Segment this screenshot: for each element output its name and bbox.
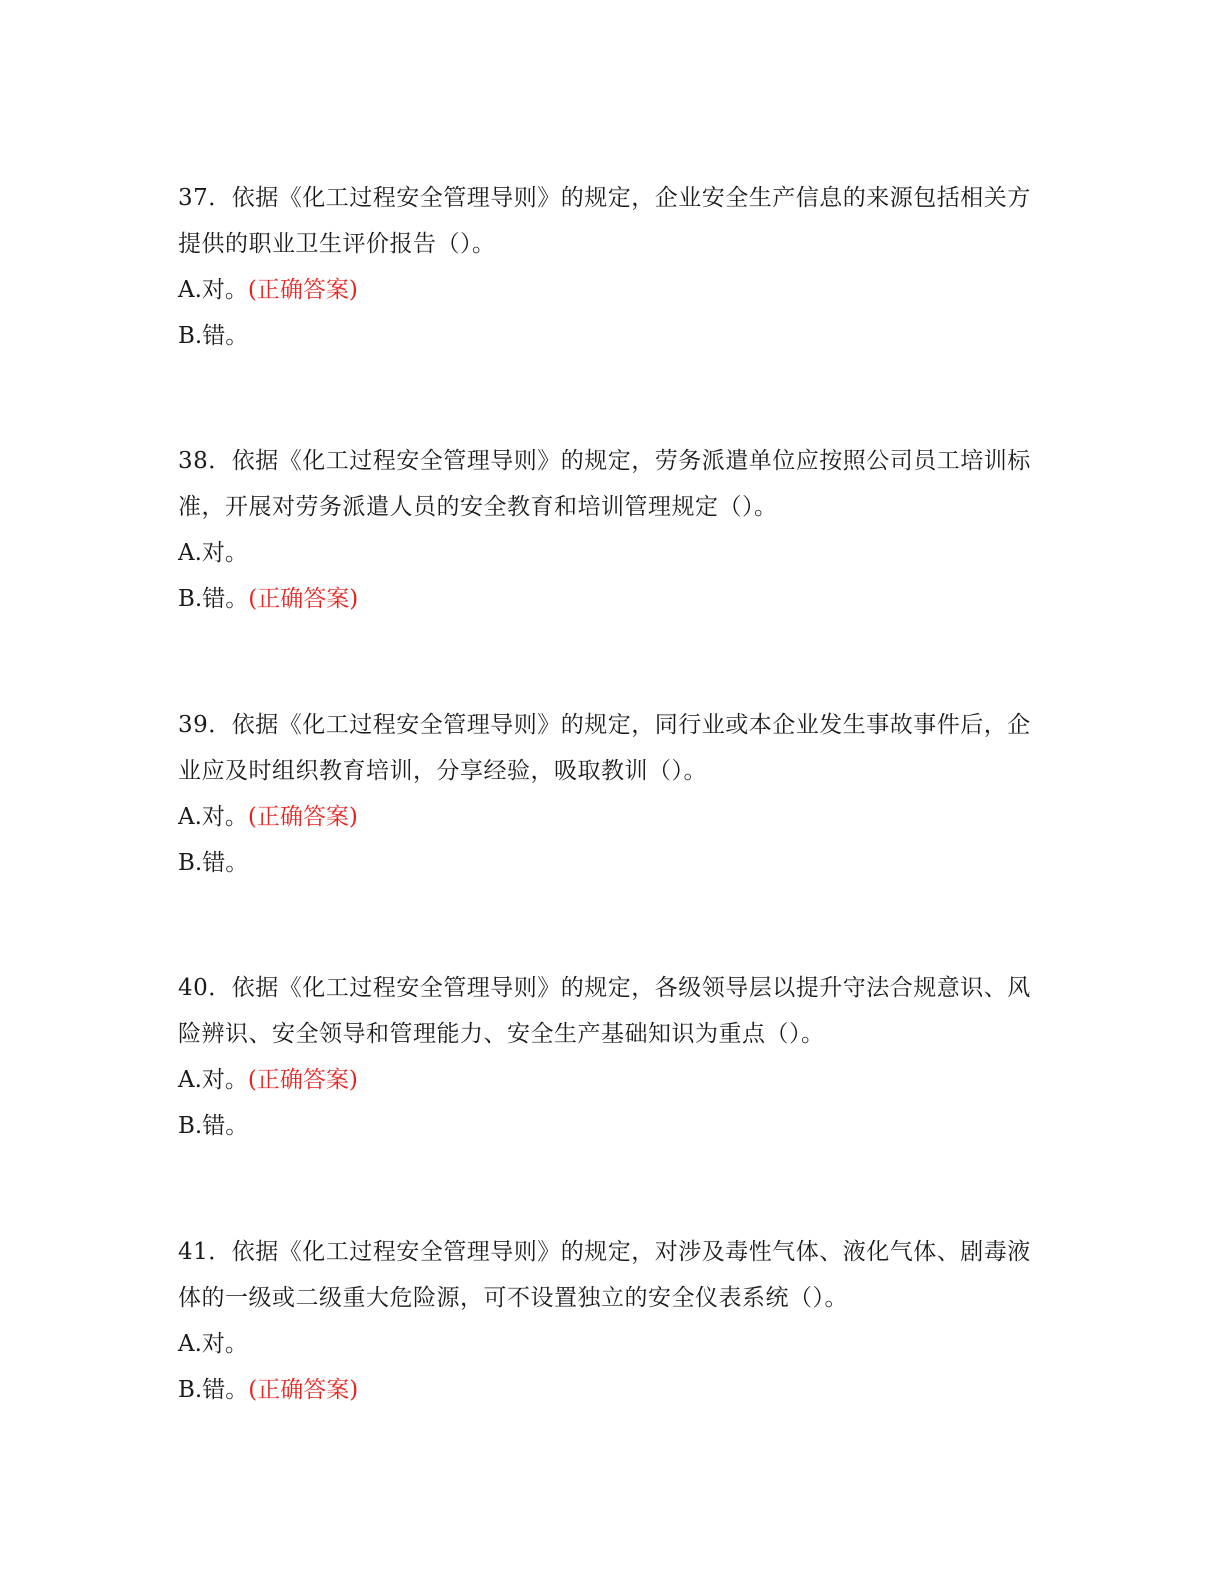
question-37 xyxy=(178,175,1048,359)
correct-answer-mark: (正确答案) xyxy=(248,586,359,612)
option-a-label: A.对。 xyxy=(178,277,248,303)
option-b xyxy=(178,1367,1048,1413)
option-a-label: A.对。 xyxy=(178,804,248,830)
correct-answer-mark: (正确答案) xyxy=(247,804,358,830)
option-b xyxy=(178,576,1048,622)
option-b xyxy=(178,840,1048,886)
option-a xyxy=(178,267,1048,313)
option-b xyxy=(178,1103,1048,1149)
option-a-label: A.对。 xyxy=(178,1331,248,1357)
option-a xyxy=(178,794,1048,840)
question-stem: 38．依据《化工过程安全管理导则》的规定，劳务派遣单位应按照公司员工培训标准，开展对劳务派遣人员的安全教育和培训管理规定（）。 xyxy=(178,448,1031,520)
question-stem: 37．依据《化工过程安全管理导则》的规定，企业安全生产信息的来源包括相关方提供的职业卫生评价报告（）。 xyxy=(178,185,1031,257)
option-b-label: B.错。 xyxy=(178,1377,249,1403)
question-stem: 39．依据《化工过程安全管理导则》的规定，同行业或本企业发生事故事件后，企业应及时组织教育培训，分享经验，吸取教训（）。 xyxy=(178,712,1031,784)
question-38 xyxy=(178,438,1048,622)
option-b-label: B.错。 xyxy=(178,1113,249,1139)
option-b-label: B.错。 xyxy=(178,586,249,612)
option-b xyxy=(178,313,1048,359)
correct-answer-mark: (正确答案) xyxy=(247,277,358,303)
question-41 xyxy=(178,1229,1048,1413)
option-b-label: B.错。 xyxy=(178,850,249,876)
question-stem: 40．依据《化工过程安全管理导则》的规定，各级领导层以提升守法合规意识、风险辨识、安全领导和管理能力、安全生产基础知识为重点（）。 xyxy=(178,975,1031,1047)
option-b-label: B.错。 xyxy=(178,323,249,349)
option-a xyxy=(178,530,1048,576)
question-stem: 41．依据《化工过程安全管理导则》的规定，对涉及毒性气体、液化气体、剧毒液体的一级或二级重大危险源，可不设置独立的安全仪表系统（）。 xyxy=(178,1239,1031,1311)
correct-answer-mark: (正确答案) xyxy=(248,1377,359,1403)
question-40 xyxy=(178,965,1048,1149)
option-a xyxy=(178,1321,1048,1367)
option-a-label: A.对。 xyxy=(178,540,248,566)
correct-answer-mark: (正确答案) xyxy=(247,1067,358,1093)
option-a-label: A.对。 xyxy=(178,1067,248,1093)
option-a xyxy=(178,1057,1048,1103)
question-39 xyxy=(178,702,1048,886)
